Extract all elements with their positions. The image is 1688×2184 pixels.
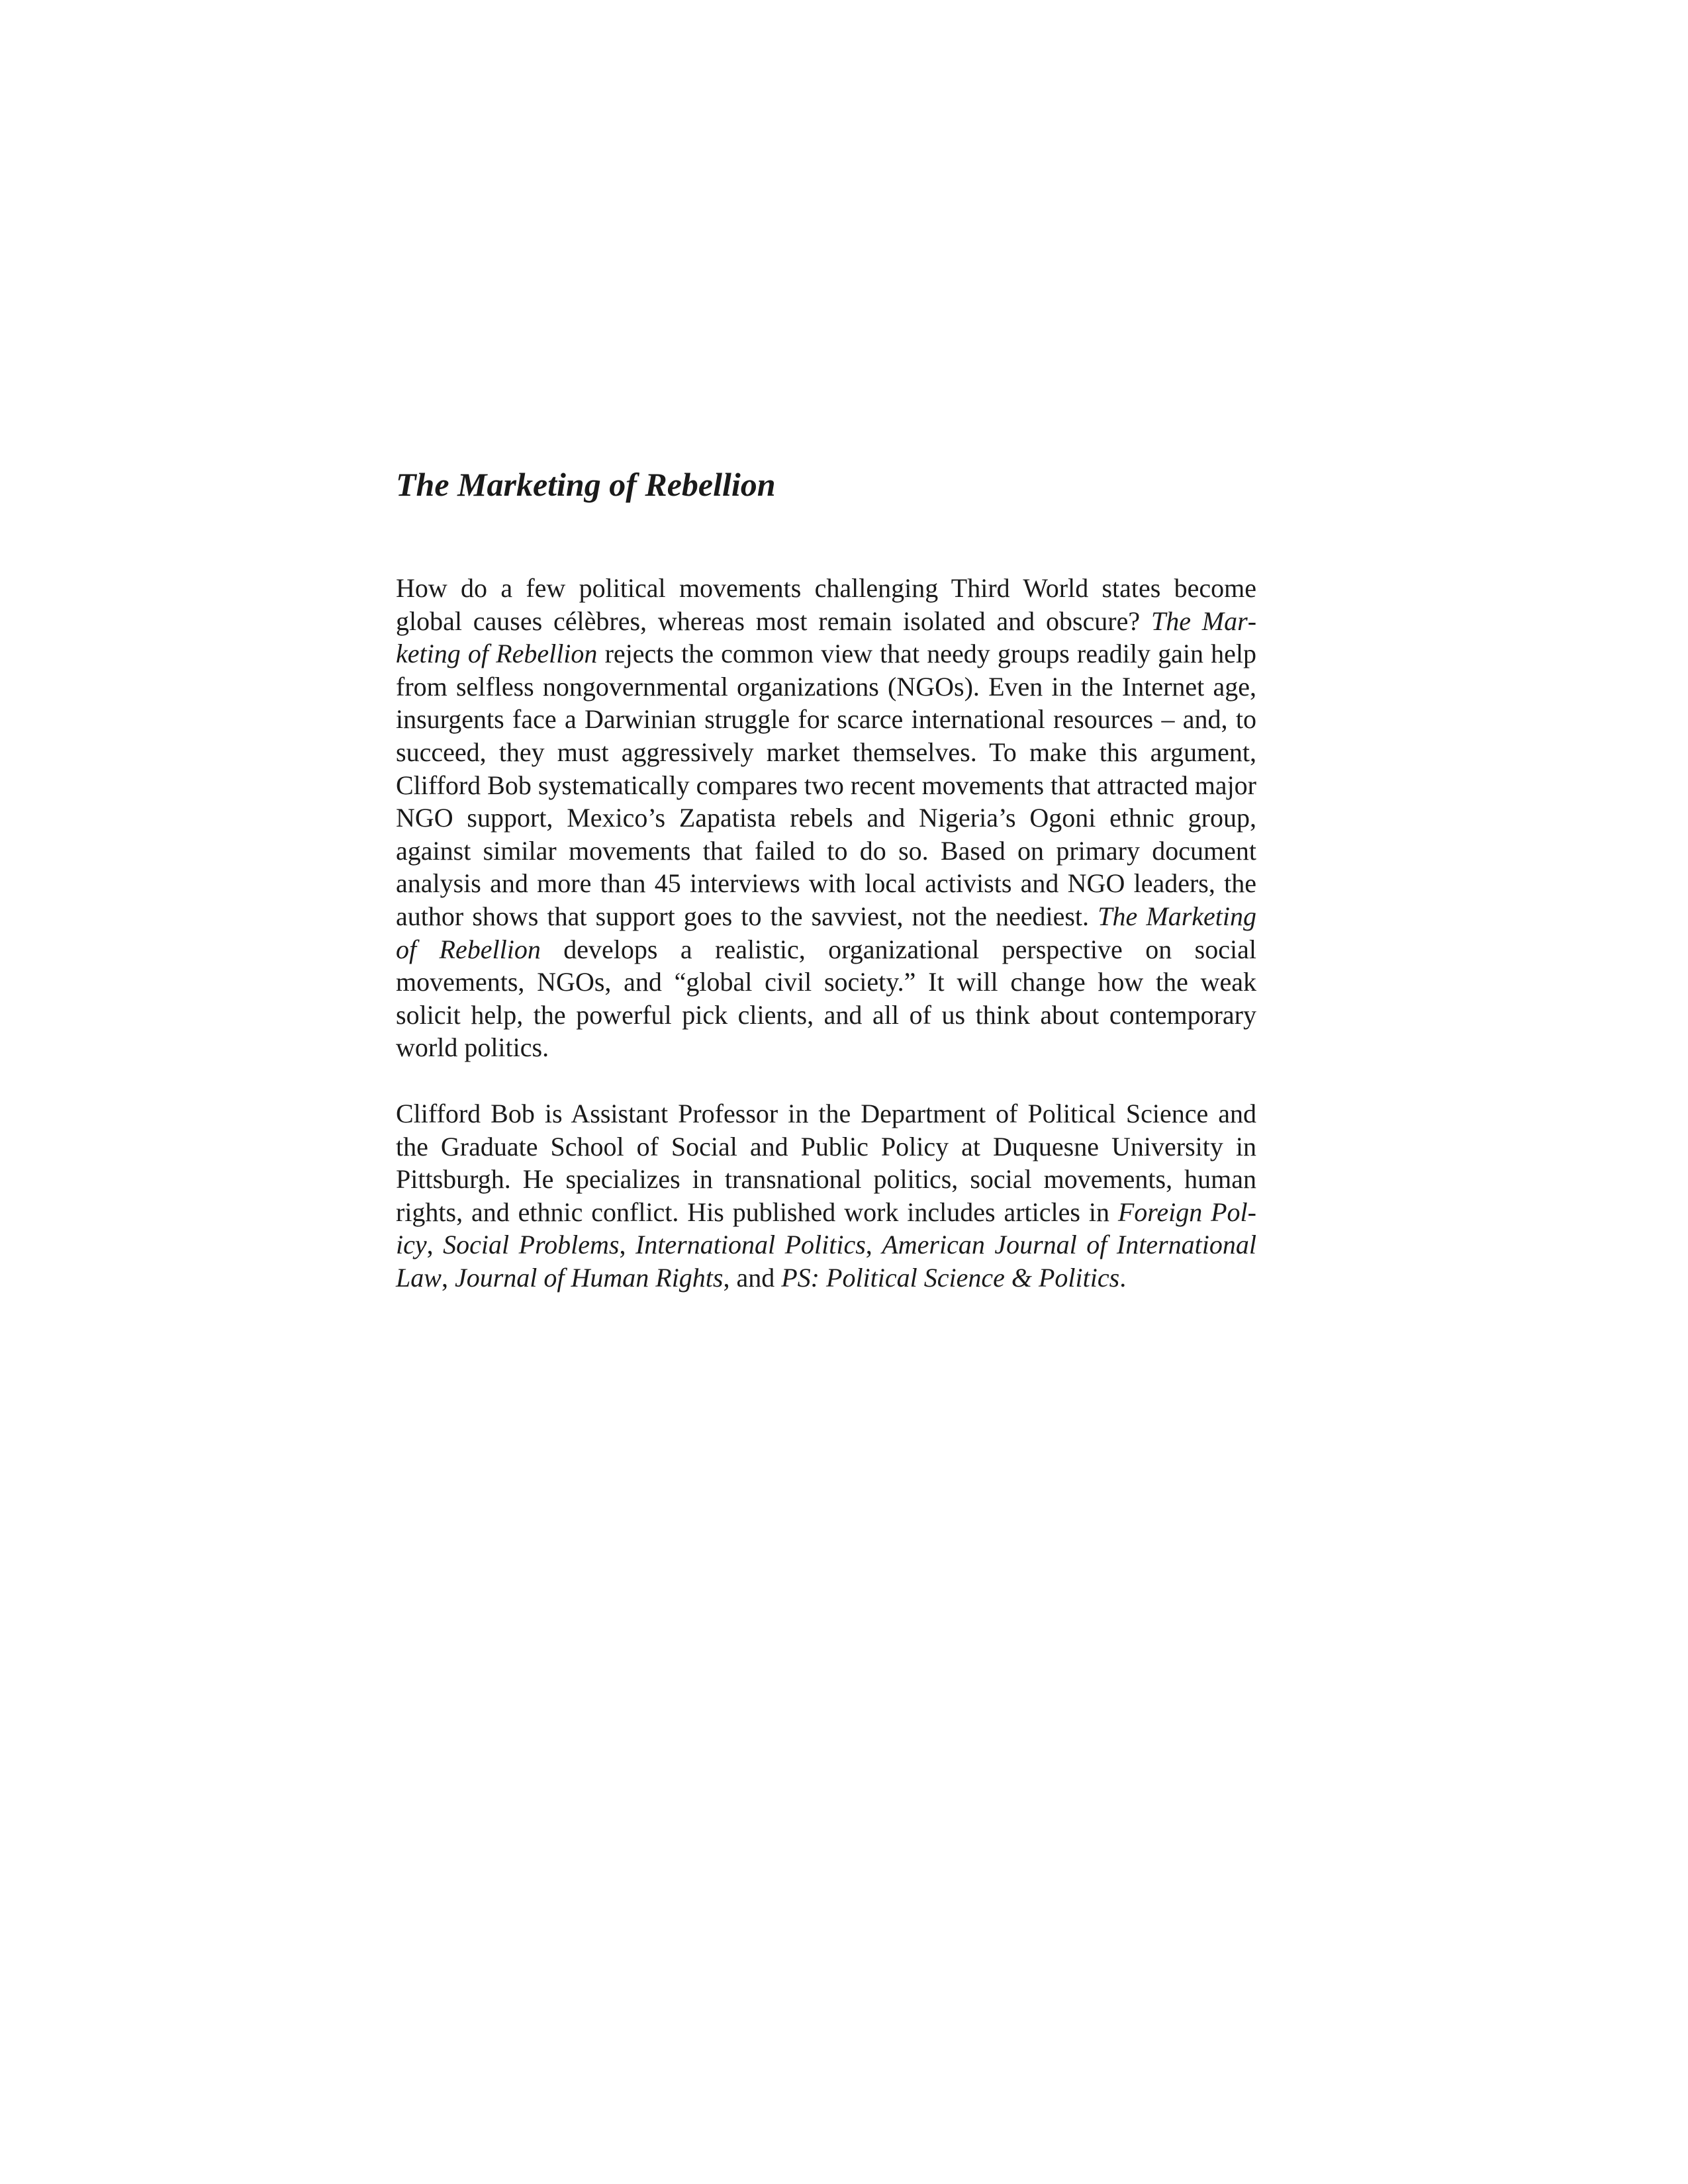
description-segment: How do a few political movements challenging Third World states become global causes célèbres, whereas most remain isolated and obscure? <box>396 573 1256 636</box>
author-bio <box>396 1097 1256 1295</box>
bio-segment: , <box>865 1230 882 1260</box>
bio-segment: , <box>619 1230 635 1260</box>
bio-segment: . <box>1119 1262 1127 1293</box>
description-segment: develops a realistic, organizational perspective on social movements, NGOs, and “global civil society.” It will change how the weak solicit help, the powerful pick clients, and all of us think about contemporary world politics. <box>396 934 1256 1063</box>
bio-segment: , <box>426 1230 444 1260</box>
bio-segment: International Politics <box>635 1230 866 1260</box>
bio-segment: PS: Political Science & Politics <box>781 1262 1120 1293</box>
description-segment: The Marketing of Rebellion <box>396 606 1257 669</box>
description-segment: The Marketing of Rebellion <box>396 901 1257 964</box>
book-description <box>396 572 1256 1064</box>
bio-segment: , and <box>723 1262 782 1293</box>
text-block <box>396 463 1256 1294</box>
description-segment: rejects the common view that needy groups readily gain help from selfless nongovernmental organizations (NGOs). Even in the Internet age, insurgents face a Darwinian struggle for scarce international resources – and, to succeed, they must aggressively market themselves. To make this argument, Clifford Bob systematically compares two recent movements that attracted major NGO support, Mexico’s Zapatista rebels and Nigeria’s Ogoni ethnic group, against similar movements that failed to do so. Based on primary document analysis and more than 45 interviews with local activists and NGO leaders, the author shows that support goes to the savviest, not the neediest. <box>396 639 1256 931</box>
book-title: The Marketing of Rebellion <box>396 466 776 503</box>
bio-segment: American Journal of International Law <box>396 1230 1256 1293</box>
bio-segment: Foreign Policy <box>396 1197 1256 1260</box>
bio-segment: Social Problems <box>443 1230 620 1260</box>
bio-segment: Clifford Bob is Assistant Professor in the Department of Political Science and the Graduate School of Social and Public Policy at Duquesne University in Pittsburgh. He specializes in transnational politics, social movements, human rights, and ethnic conflict. His published work includes articles in <box>396 1098 1256 1227</box>
bio-segment: , <box>441 1262 455 1293</box>
bio-segment: Journal of Human Rights <box>454 1262 724 1293</box>
